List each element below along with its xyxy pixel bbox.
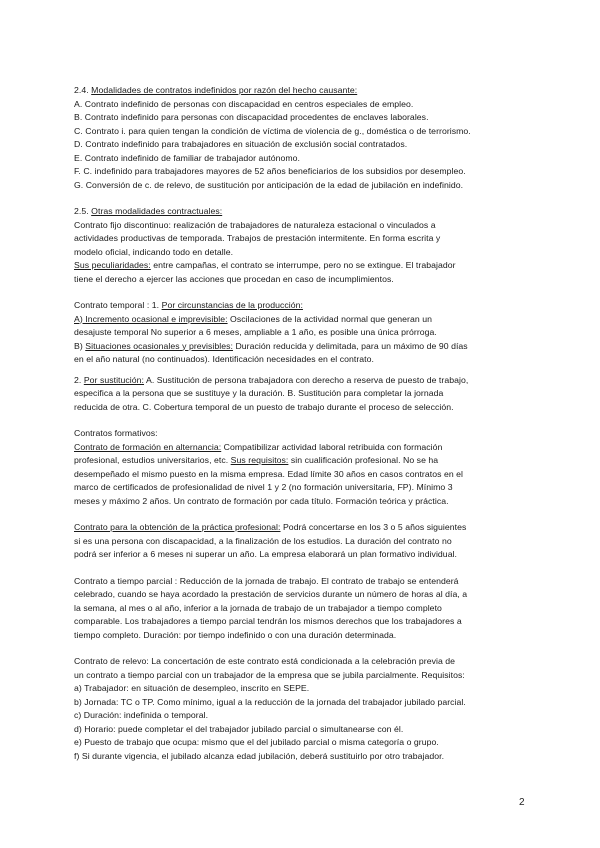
section-number: 2.5. [74, 206, 89, 216]
paragraph-line: 2. Por sustitución: A. Sustitución de persona trabajadora con derecho a reserva de puesto de trabajo, [74, 374, 469, 385]
paragraph-line: modelo oficial, indicando todo en detalle. [74, 246, 234, 257]
page-number: 2 [519, 797, 525, 808]
list-item: D. Contrato indefinido para trabajadores en situación de exclusión social contratados. [74, 139, 408, 149]
paragraph-line: Sus peculiaridades: entre campañas, el contrato se interrumpe, pero no se extingue. El trabajador [74, 260, 456, 270]
list-item: E. Contrato indefinido de familiar de trabajador autónomo. [74, 152, 301, 163]
paragraph-line: Contrato de relevo: La concertación de este contrato está condicionada a la celebración previa de [74, 656, 456, 666]
paragraph-line: tiene el derecho a ejercer las acciones que procedan en caso de incumplimientos. [74, 273, 394, 284]
paragraph-line: tiempo completo. Duración: por tiempo indefinido o con una duración determinada. [74, 629, 397, 640]
paragraph-line: celebrado, cuando se haya acordado la prestación de servicios durante un número de horas al día, a [74, 589, 468, 599]
section-title: Modalidades de contratos indefinidos por razón del hecho causante: [91, 85, 358, 95]
list-item: G. Conversión de c. de relevo, de sustitución por anticipación de la edad de jubilación en indefinido. [74, 179, 464, 190]
paragraph-line: marco de certificados de profesionalidad de nivel 1 y 2 (no formación universitaria, FP). Mínimo 3 [74, 482, 453, 492]
paragraph-line: podrá ser inferior a 6 meses ni superar un año. La empresa elaborará un plan formativo individual. [74, 549, 458, 559]
paragraph-line: en el año natural (no continuados). Identificación necesidades en el contrato. [74, 354, 374, 364]
formativos-heading: Contratos formativos: [74, 428, 158, 438]
page-content [74, 84, 532, 763]
list-item: e) Puesto de trabajo que ocupa: mismo que el del jubilado parcial o misma categoría o grupo. [74, 737, 439, 747]
paragraph-line: A) Incremento ocasional e imprevisible: Oscilaciones de la actividad normal que generan un [74, 313, 432, 324]
section-title: Otras modalidades contractuales: [91, 206, 223, 216]
list-item: f) Si durante vigencia, el jubilado alcanza edad jubilación, deberá sustituirlo por otro trabajador. [74, 750, 445, 761]
paragraph-line: Contrato para la obtención de la práctica profesional: Podrá concertarse en los 3 o 5 años siguientes [74, 522, 467, 532]
list-item: B. Contrato indefinido para personas con discapacidad procedentes de enclaves laborales. [74, 112, 429, 122]
paragraph-line: reducida de otra. C. Cobertura temporal de un puesto de trabajo durante el proceso de selección. [74, 401, 454, 412]
section-number: 2.4. [74, 85, 89, 95]
paragraph-line: B) Situaciones ocasionales y previsibles: Duración reducida y delimitada, para un máximo de 90 días [74, 340, 468, 351]
list-item: b) Jornada: TC o TP. Como mínimo, igual a la reducción de la jornada del trabajador jubilado parcial. [74, 696, 466, 707]
paragraph-line: desajuste temporal No superior a 6 meses, ampliable a 1 año, es posible una única prórroga. [74, 327, 437, 337]
list-item: c) Duración: indefinida o temporal. [74, 710, 209, 720]
paragraph-line: un contrato a tiempo parcial con un trabajador de la empresa que se jubila parcialmente. Requisitos: [74, 669, 465, 680]
peculiaridades-label: Sus peculiaridades: [74, 260, 151, 270]
paragraph-line: Contrato a tiempo parcial : Reducción de la jornada de trabajo. El contrato de trabajo se entenderá [74, 575, 459, 586]
list-item: d) Horario: puede completar el del trabajador jubilado parcial o simultanearse con él. [74, 723, 404, 734]
list-item: A. Contrato indefinido de personas con discapacidad en centros especiales de empleo. [74, 98, 414, 109]
paragraph-line: la semana, al mes o al año, inferior a la jornada de trabajo de un trabajador a tiempo completo [74, 602, 442, 613]
list-item: C. Contrato i. para quien tengan la condición de víctima de violencia de g., doméstica o de terrorismo. [74, 125, 471, 136]
paragraph-line: comparable. Los trabajadores a tiempo parcial tendrán los mismos derechos que los trabajadores a [74, 616, 462, 626]
paragraph-line: especifica a la persona que se sustituye y la duración. B. Sustitución para completar la jornada [74, 388, 444, 398]
paragraph-line: Contrato fijo discontinuo: realización de trabajadores de naturaleza estacional o vinculados a [74, 219, 436, 230]
list-item: F. C. indefinido para trabajadores mayores de 52 años beneficiarios de los subsidios por desempleo. [74, 166, 466, 176]
paragraph-line: Contrato de formación en alternancia: Compatibilizar actividad laboral retribuida con formación [74, 441, 443, 452]
paragraph-line: actividades productivas de temporada. Trabajos de prestación intermitente. En forma escrita y [74, 233, 441, 243]
section-2-4-heading [74, 84, 532, 98]
paragraph-line: desempeñado el mismo puesto en la misma empresa. Edad límite 30 años en casos contratos en el [74, 468, 464, 479]
paragraph-line: si es una persona con discapacidad, a la finalización de los estudios. La duración del contrato no [74, 535, 452, 546]
temporal-heading: Contrato temporal : 1. Por circunstancias de la producción: [74, 300, 303, 310]
paragraph-line: profesional, estudios universitarios, etc. Sus requisitos: sin cualificación profesional. No se ha [74, 455, 439, 465]
list-item: a) Trabajador: en situación de desempleo, inscrito en SEPE. [74, 683, 310, 693]
paragraph-line: meses y máximo 2 años. Un contrato de formación por cada título. Formación teórica y práctica. [74, 495, 449, 506]
section-2-5-heading [74, 205, 532, 219]
